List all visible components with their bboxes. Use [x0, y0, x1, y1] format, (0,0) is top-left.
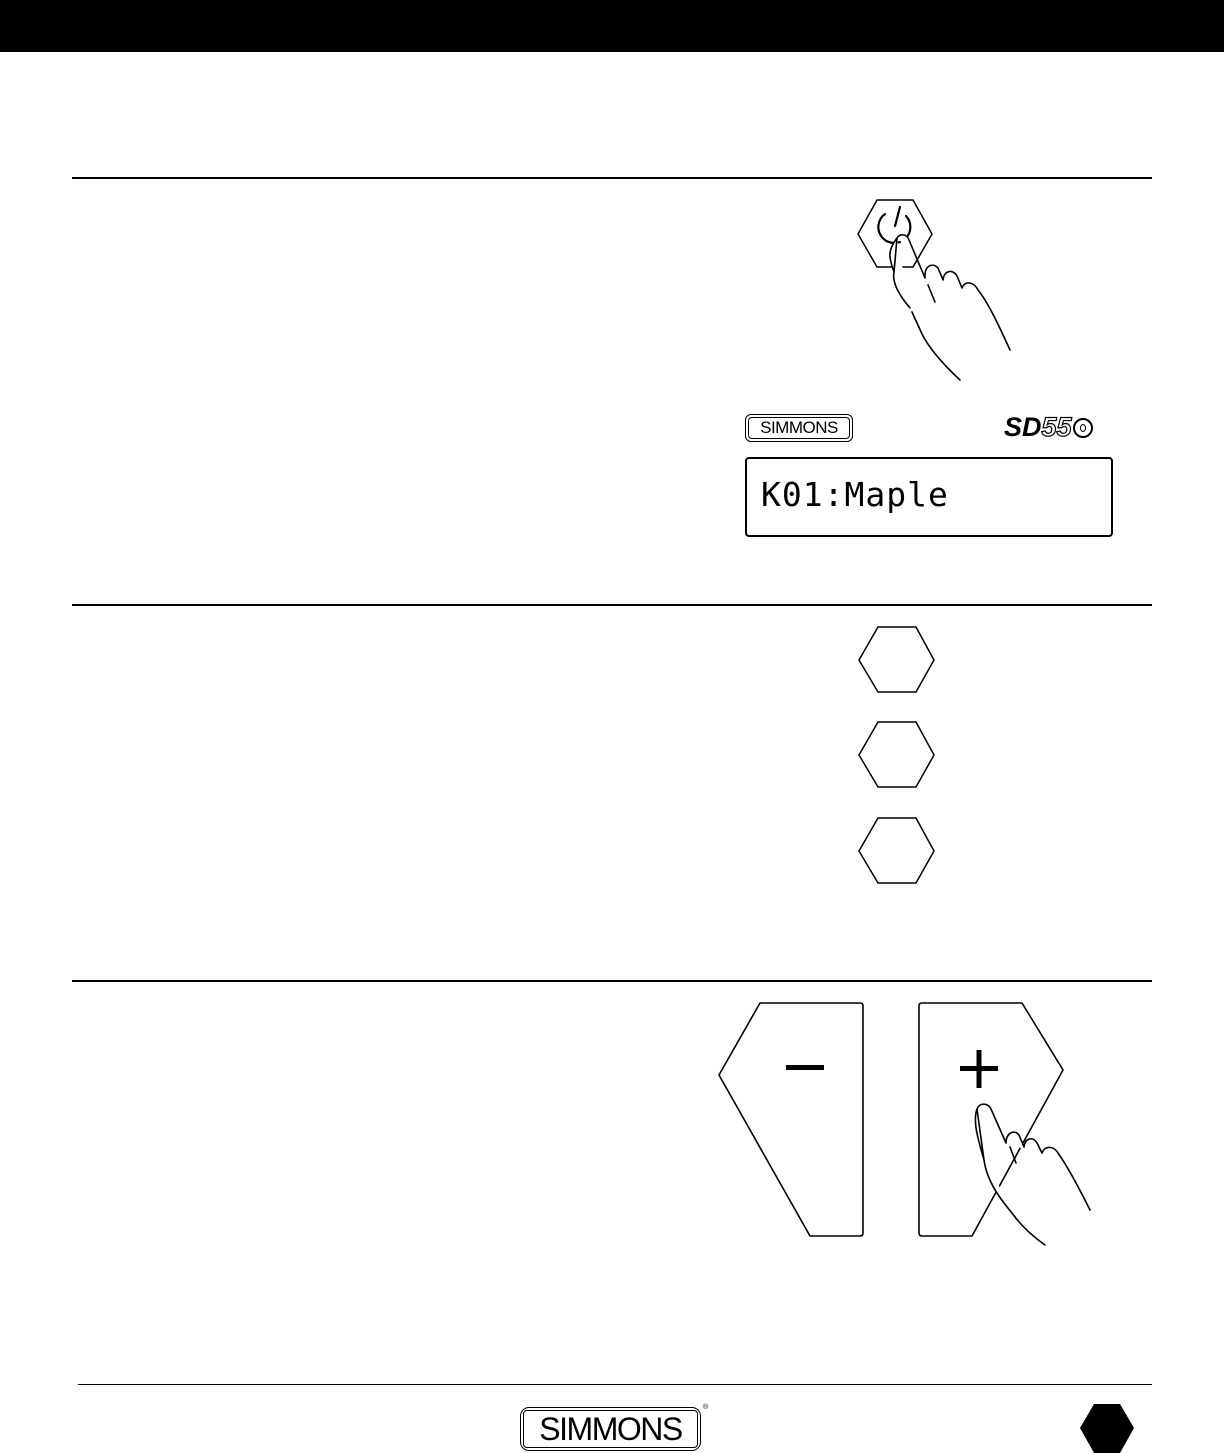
minus-plus-illustration — [710, 995, 1110, 1255]
registered-mark: ® — [703, 1404, 709, 1411]
brand-badge-small — [745, 414, 853, 442]
footer-divider — [78, 1384, 1152, 1385]
minus-icon — [786, 1065, 824, 1070]
section-divider-2 — [72, 604, 1152, 606]
model-number: 55 — [1041, 412, 1072, 442]
header-bar — [0, 0, 1224, 52]
power-button-illustration — [850, 190, 1030, 390]
model-last-digit — [1073, 418, 1093, 438]
section-divider-3 — [72, 980, 1152, 982]
page-marker-hexagon — [1078, 1400, 1138, 1453]
hex-button-1[interactable] — [859, 627, 934, 692]
model-prefix: SD — [1004, 412, 1042, 442]
footer-brand-logo — [520, 1407, 701, 1451]
section-divider-1 — [72, 177, 1152, 179]
lcd-display — [745, 457, 1113, 537]
minus-button[interactable] — [719, 1003, 863, 1236]
hex-button-3[interactable] — [859, 818, 934, 883]
model-logo — [1004, 412, 1093, 444]
lcd-text: K01:Maple — [761, 475, 949, 514]
brand-small-label: SIMMONS — [760, 418, 838, 437]
footer-brand-label: SIMMONS — [539, 1410, 682, 1447]
button-column — [850, 620, 950, 900]
hex-button-2[interactable] — [859, 722, 934, 787]
